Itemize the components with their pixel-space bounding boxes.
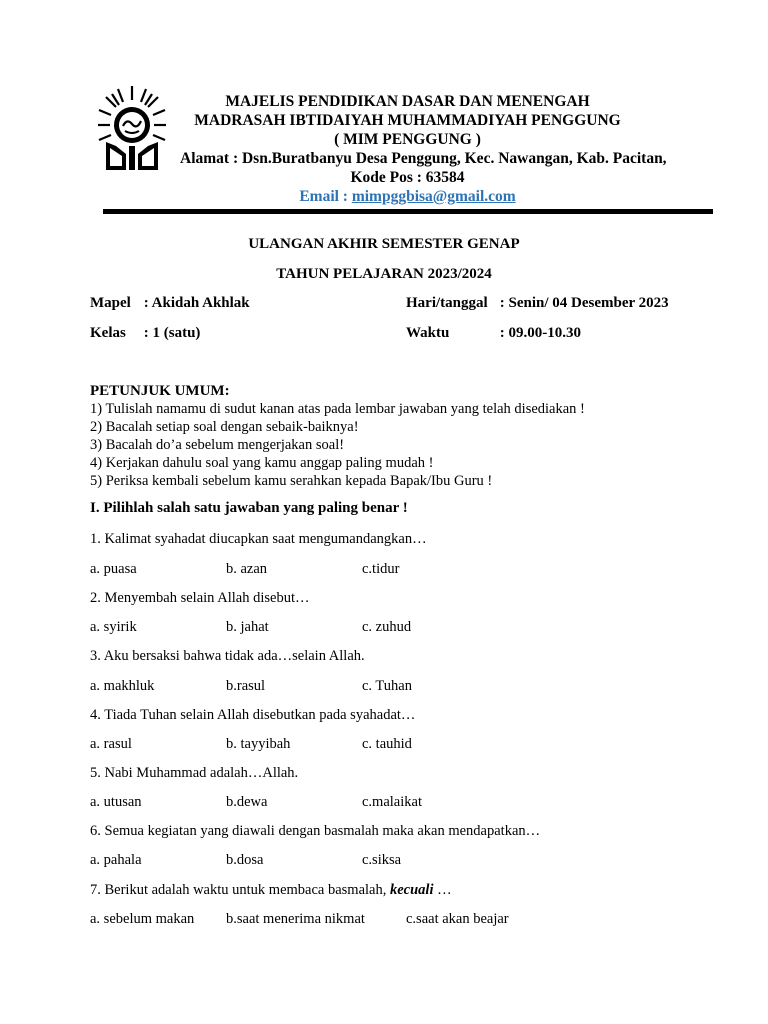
instruction-item: 1) Tulislah namamu di sudut kanan atas pada lembar jawaban yang telah disediakan !	[90, 401, 585, 417]
general-instructions	[90, 382, 690, 490]
date-label: Hari/tanggal	[406, 295, 488, 311]
option-b: b.saat menerima nikmat	[226, 911, 365, 927]
exam-title: ULANGAN AKHIR SEMESTER GENAP	[248, 236, 520, 252]
time-info	[406, 325, 581, 342]
letterhead	[180, 92, 667, 206]
instruction-item: 2) Bacalah setiap soal dengan sebaik-baiknya!	[90, 419, 359, 435]
instructions-heading: PETUNJUK UMUM:	[90, 383, 230, 399]
option-c: c.malaikat	[362, 794, 422, 810]
academic-year: TAHUN PELAJARAN 2023/2024	[276, 266, 492, 282]
question-3: 3. Aku bersaksi bahwa tidak ada…selain Allah.	[90, 648, 365, 664]
school-address: Alamat : Dsn.Buratbanyu Desa Penggung, Kec. Nawangan, Kab. Pacitan,	[180, 150, 667, 167]
school-abbr: ( MIM PENGGUNG )	[334, 131, 481, 148]
class-value: : 1 (satu)	[143, 325, 201, 341]
instruction-item: 4) Kerjakan dahulu soal yang kamu anggap paling mudah !	[90, 455, 434, 471]
time-value: : 09.00-10.30	[499, 325, 581, 341]
option-c: c.siksa	[362, 852, 402, 868]
subject-value: : Akidah Akhlak	[143, 295, 250, 311]
option-a: a. syirik	[90, 619, 137, 635]
option-c: c.saat akan beajar	[406, 911, 509, 927]
email-label: Email :	[299, 188, 352, 205]
council-name: MAJELIS PENDIDIKAN DASAR DAN MENENGAH	[225, 93, 590, 110]
question-1: 1. Kalimat syahadat diucapkan saat mengumandangkan…	[90, 531, 427, 547]
option-a: a. pahala	[90, 852, 142, 868]
option-b: b.rasul	[226, 678, 266, 694]
subject-info	[90, 295, 250, 312]
class-info	[90, 325, 200, 342]
letterhead-divider	[103, 209, 713, 214]
option-a: a. puasa	[90, 561, 137, 577]
option-c: c. tauhid	[362, 736, 412, 752]
option-b: b. jahat	[226, 619, 269, 635]
question-text: 7. Berikut adalah waktu untuk membaca basmalah,	[90, 882, 390, 898]
muhammadiyah-logo-icon	[96, 80, 168, 176]
option-c: c. Tuhan	[362, 678, 412, 694]
subject-label: Mapel	[90, 295, 131, 311]
question-4: 4. Tiada Tuhan selain Allah disebutkan pada syahadat…	[90, 707, 416, 723]
option-b: b.dewa	[226, 794, 268, 810]
option-b: b. tayyibah	[226, 736, 291, 752]
question-emphasis: kecuali	[389, 882, 434, 898]
option-b: b. azan	[226, 561, 268, 577]
date-value: : Senin/ 04 Desember 2023	[499, 295, 669, 311]
instruction-item: 3) Bacalah do’a sebelum mengerjakan soal!	[90, 437, 345, 453]
option-c: c.tidur	[362, 561, 400, 577]
question-6: 6. Semua kegiatan yang diawali dengan basmalah maka akan mendapatkan…	[90, 823, 541, 839]
option-a: a. utusan	[90, 794, 142, 810]
question-2: 2. Menyembah selain Allah disebut…	[90, 590, 310, 606]
question-ellipsis: …	[433, 882, 452, 898]
school-name: MADRASAH IBTIDAIYAH MUHAMMADIYAH PENGGUNG	[194, 112, 621, 129]
option-a: a. makhluk	[90, 678, 155, 694]
option-a: a. sebelum makan	[90, 911, 195, 927]
date-info	[406, 295, 669, 312]
time-label: Waktu	[406, 325, 450, 341]
option-a: a. rasul	[90, 736, 132, 752]
class-label: Kelas	[90, 325, 126, 341]
email-line	[180, 187, 635, 206]
section-title: I. Pilihlah salah satu jawaban yang paling benar !	[90, 500, 408, 516]
question-7	[90, 882, 452, 899]
postal-code: Kode Pos : 63584	[350, 169, 465, 186]
question-5: 5. Nabi Muhammad adalah…Allah.	[90, 765, 299, 781]
option-b: b.dosa	[226, 852, 264, 868]
email-link[interactable]: mimpggbisa@gmail.com	[351, 188, 516, 205]
instruction-item: 5) Periksa kembali sebelum kamu serahkan kepada Bapak/Ibu Guru !	[90, 473, 493, 489]
option-c: c. zuhud	[362, 619, 412, 635]
